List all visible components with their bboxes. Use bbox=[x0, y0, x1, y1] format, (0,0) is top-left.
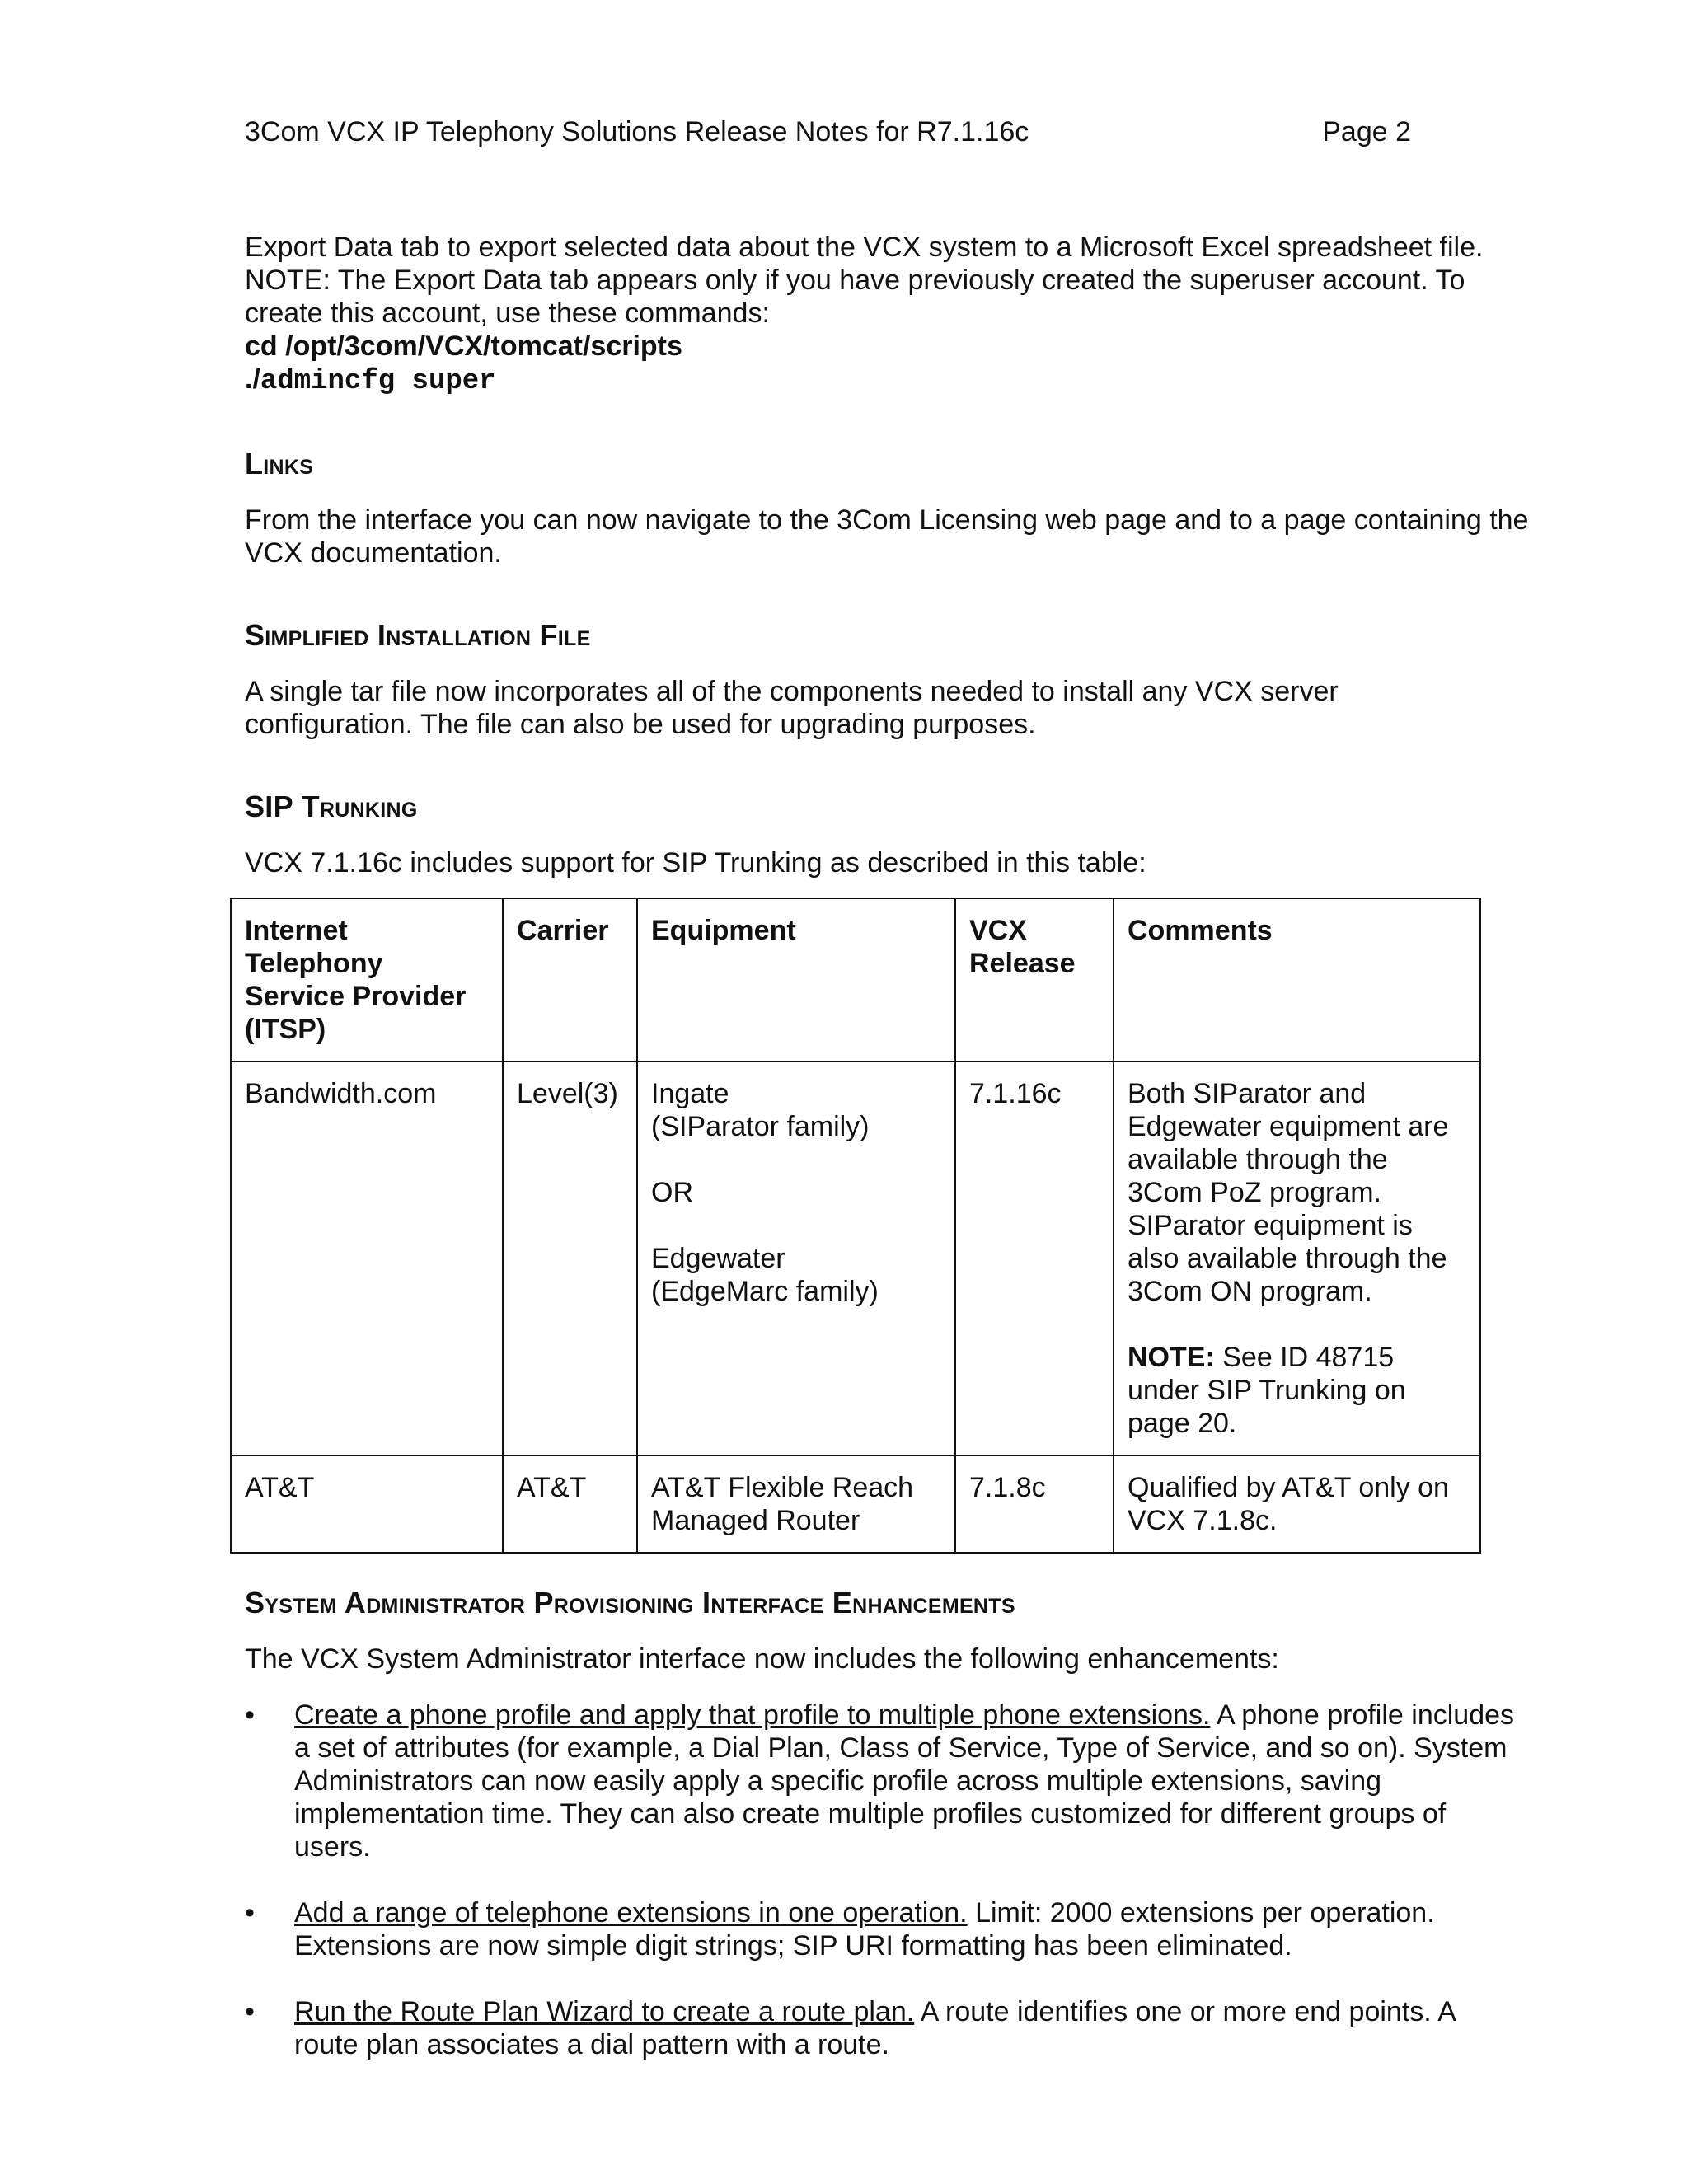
sip-trunking-heading: SIP Trunking bbox=[245, 790, 418, 823]
export-data-paragraph bbox=[245, 231, 1514, 398]
bullet-link: Add a range of telephone extensions in one operation. bbox=[294, 1897, 968, 1929]
bullet-link: Run the Route Plan Wizard to create a route plan. bbox=[294, 1996, 915, 2027]
command-cd: cd /opt/3com/VCX/tomcat/scripts bbox=[245, 330, 682, 362]
header-carrier: Carrier bbox=[503, 898, 637, 1062]
bullet-icon: • bbox=[245, 1996, 255, 2027]
equipment-siparator-family: (SIParator family) bbox=[651, 1111, 870, 1142]
cell-equipment: AT&T Flexible Reach Managed Router bbox=[637, 1455, 955, 1553]
simplified-installation-heading: Simplified Installation File bbox=[245, 618, 591, 652]
cell-vcx-release: 7.1.8c bbox=[955, 1455, 1114, 1553]
bullet-icon: • bbox=[245, 1699, 255, 1731]
cell-itsp: Bandwidth.com bbox=[231, 1062, 503, 1455]
cell-comments bbox=[1114, 1062, 1480, 1455]
cell-comments: Qualified by AT&T only on VCX 7.1.8c. bbox=[1114, 1455, 1480, 1553]
page-number: Page 2 bbox=[1322, 116, 1411, 148]
sip-trunking-intro: VCX 7.1.16c includes support for SIP Trunking as described in this table: bbox=[245, 847, 1146, 879]
cell-itsp: AT&T bbox=[231, 1455, 503, 1553]
table-header-row bbox=[231, 898, 1480, 1062]
header-equipment: Equipment bbox=[637, 898, 955, 1062]
cell-vcx-release: 7.1.16c bbox=[955, 1062, 1114, 1455]
header-itsp: Internet Telephony Service Provider (ITSP) bbox=[231, 898, 503, 1062]
note-text: See ID 48715 under SIP Trunking on page 20. bbox=[1128, 1342, 1406, 1439]
equipment-ingate: Ingate bbox=[651, 1078, 729, 1109]
header-comments: Comments bbox=[1114, 898, 1480, 1062]
list-item bbox=[245, 1995, 1514, 2061]
equipment-edgewater: Edgewater bbox=[651, 1243, 785, 1274]
export-data-text: Export Data tab to export selected data about the VCX system to a Microsoft Excel spreadsheet file. bbox=[245, 232, 1484, 263]
bullet-icon: • bbox=[245, 1897, 255, 1929]
list-item bbox=[245, 1896, 1514, 1962]
bullet-text: Limit: 2000 extensions per operation. Extensions are now simple digit strings; SIP URI formatting has been eliminated. bbox=[294, 1897, 1435, 1961]
bullet-text: A phone profile includes a set of attributes (for example, a Dial Plan, Class of Service, Type of Service, and so on). System Administrators can now easily apply a specific profile across multiple extensions, saving implementation time. They can also create multiple profiles customized for different groups of users. bbox=[294, 1699, 1515, 1863]
header-vcx-release: VCX Release bbox=[955, 898, 1114, 1062]
bullet-text: A route identifies one or more end points. A route plan associates a dial pattern with a route. bbox=[294, 1996, 1456, 2060]
sysadmin-intro: The VCX System Administrator interface now includes the following enhancements: bbox=[245, 1643, 1279, 1675]
header-title: 3Com VCX IP Telephony Solutions Release Notes for R7.1.16c bbox=[245, 116, 1029, 148]
sip-trunking-table bbox=[230, 898, 1481, 1554]
table-row bbox=[231, 1455, 1480, 1553]
cell-carrier: Level(3) bbox=[503, 1062, 637, 1455]
cell-equipment bbox=[637, 1062, 955, 1455]
command-mono: admincfg super bbox=[260, 366, 496, 397]
equipment-edgemarc-family: (EdgeMarc family) bbox=[651, 1276, 879, 1307]
list-item bbox=[245, 1699, 1514, 1863]
command-admincfg bbox=[245, 363, 1514, 398]
page-content bbox=[245, 231, 1529, 2094]
page-header bbox=[245, 115, 1411, 148]
note-label: NOTE: bbox=[1128, 1342, 1215, 1373]
comment-note bbox=[1128, 1341, 1466, 1440]
cell-carrier: AT&T bbox=[503, 1455, 637, 1553]
comment-text: Both SIParator and Edgewater equipment are available through the 3Com PoZ program. SIParator equipment is also available through the 3Com ON program. bbox=[1128, 1078, 1449, 1307]
sysadmin-heading: System Administrator Provisioning Interface Enhancements bbox=[245, 1586, 1015, 1619]
equipment-or: OR bbox=[651, 1177, 693, 1208]
links-body: From the interface you can now navigate to the 3Com Licensing web page and to a page containing the VCX documentation. bbox=[245, 504, 1529, 569]
simplified-installation-body: A single tar file now incorporates all of the components needed to install any VCX server configuration. The file can also be used for upgrading purposes. bbox=[245, 676, 1339, 740]
command-prefix: ./ bbox=[245, 363, 260, 395]
links-heading: Links bbox=[245, 447, 314, 480]
enhancements-list bbox=[245, 1699, 1514, 2061]
table-row bbox=[231, 1062, 1480, 1455]
bullet-link: Create a phone profile and apply that profile to multiple phone extensions. bbox=[294, 1699, 1211, 1731]
export-data-note: NOTE: The Export Data tab appears only if you have previously created the superuser account. To create this account, use these commands: bbox=[245, 265, 1465, 329]
